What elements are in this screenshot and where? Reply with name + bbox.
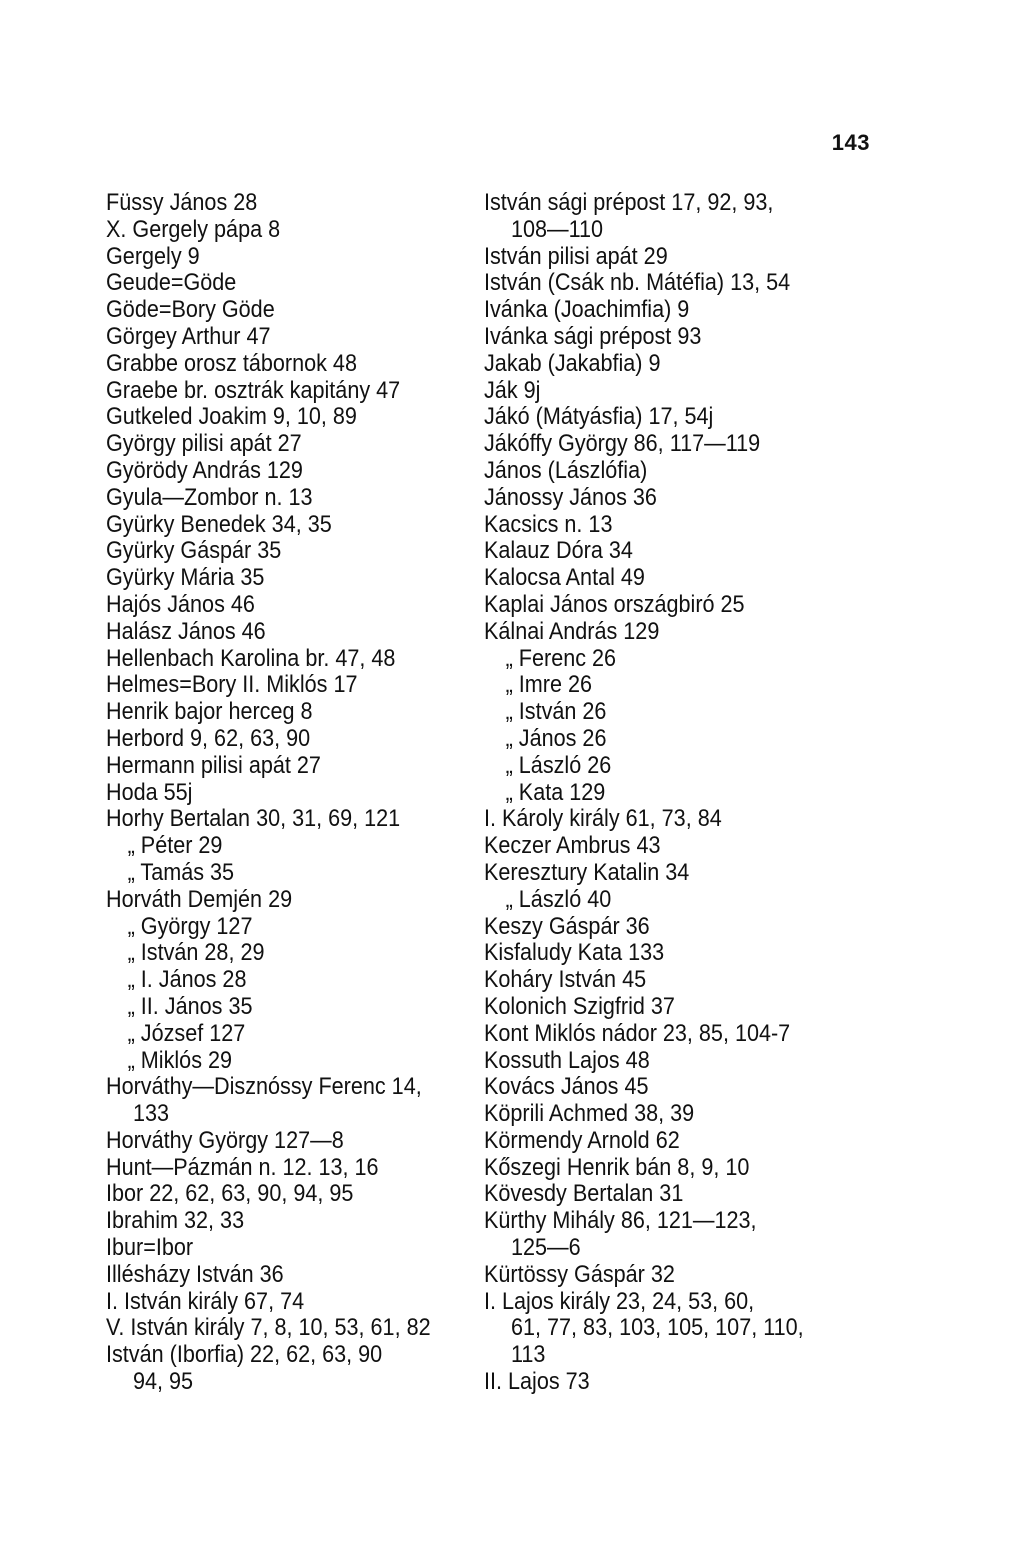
index-entry: Ibur=Ibor xyxy=(106,1234,194,1262)
index-entry-continuation: 133 xyxy=(133,1100,170,1128)
index-entry: „ Tamás 35 xyxy=(127,858,235,886)
index-entry: Gyürky Benedek 34, 35 xyxy=(106,510,332,538)
index-entry: Jánossy János 36 xyxy=(484,483,657,511)
index-entry: Kürtössy Gáspár 32 xyxy=(484,1260,675,1288)
index-entry: Jákóffy György 86, 117—119 xyxy=(484,430,761,458)
index-entry: Gergely 9 xyxy=(106,242,200,270)
index-entry: Körmendy Arnold 62 xyxy=(484,1126,680,1154)
index-entry: „ István 26 xyxy=(505,698,607,726)
index-entry: Ibor 22, 62, 63, 90, 94, 95 xyxy=(106,1180,354,1208)
index-entry: Keresztury Katalin 34 xyxy=(484,858,690,886)
index-entry: „ Péter 29 xyxy=(127,832,223,860)
index-entry: I. Károly király 61, 73, 84 xyxy=(484,805,722,833)
index-entry: Ibrahim 32, 33 xyxy=(106,1207,245,1235)
index-entry: Kalauz Dóra 34 xyxy=(484,537,633,565)
index-entry: Kossuth Lajos 48 xyxy=(484,1046,650,1074)
index-entry: „ Miklós 29 xyxy=(127,1046,233,1074)
index-entry: Hoda 55j xyxy=(106,778,193,806)
index-entry: „ József 127 xyxy=(127,1019,246,1047)
index-entry: „ Ferenc 26 xyxy=(505,644,617,672)
index-column-left xyxy=(106,190,476,1396)
index-entry-continuation: 61, 77, 83, 103, 105, 107, 110, xyxy=(511,1314,804,1342)
index-entry-continuation: 108—110 xyxy=(511,215,604,243)
index-entry: X. Gergely pápa 8 xyxy=(106,215,281,243)
index-entry: István pilisi apát 29 xyxy=(484,242,668,270)
index-entry: I. Lajos király 23, 24, 53, 60, xyxy=(484,1287,755,1315)
index-entry-continuation: 113 xyxy=(511,1341,546,1369)
index-entry: Koháry István 45 xyxy=(484,966,647,994)
index-entry: János (Lászlófia) xyxy=(484,456,648,484)
index-entry: Gutkeled Joakim 9, 10, 89 xyxy=(106,403,357,431)
index-entry: Gyürky Mária 35 xyxy=(106,564,265,592)
index-entry: Füssy János 28 xyxy=(106,189,258,216)
index-entry: Kacsics n. 13 xyxy=(484,510,613,538)
index-entry: V. István király 7, 8, 10, 53, 61, 82 xyxy=(106,1314,431,1342)
index-entry: Keszy Gáspár 36 xyxy=(484,912,650,940)
index-entry: Gyürky Gáspár 35 xyxy=(106,537,282,565)
index-entry: Kolonich Szigfrid 37 xyxy=(484,992,675,1020)
index-entry: „ László 26 xyxy=(505,751,612,779)
index-entry: Ivánka (Joachimfia) 9 xyxy=(484,296,690,324)
index-column-right xyxy=(484,190,879,1396)
index-entry: I. István király 67, 74 xyxy=(106,1287,305,1315)
index-entry: Kaplai János országbiró 25 xyxy=(484,590,745,618)
index-entry: István (Csák nb. Mátéfia) 13, 54 xyxy=(484,269,791,297)
index-entry: Gyula—Zombor n. 13 xyxy=(106,483,313,511)
index-entry: „ István 28, 29 xyxy=(127,939,265,967)
index-entry: István (Iborfia) 22, 62, 63, 90 xyxy=(106,1341,383,1369)
index-entry: Keczer Ambrus 43 xyxy=(484,832,661,860)
index-entry: Györödy András 129 xyxy=(106,456,303,484)
index-entry: Ivánka sági prépost 93 xyxy=(484,322,702,350)
index-entry: Henrik bajor herceg 8 xyxy=(106,698,313,726)
index-entry: Hunt—Pázmán n. 12. 13, 16 xyxy=(106,1153,379,1181)
index-entry-continuation: 94, 95 xyxy=(133,1368,194,1396)
index-entry: Jákó (Mátyásfia) 17, 54j xyxy=(484,403,714,431)
index-entry: István sági prépost 17, 92, 93, xyxy=(484,189,774,216)
index-entry: Jakab (Jakabfia) 9 xyxy=(484,349,661,377)
index-entry: Halász János 46 xyxy=(106,617,266,645)
index-entry: Kisfaludy Kata 133 xyxy=(484,939,665,967)
index-entry: Illésházy István 36 xyxy=(106,1260,284,1288)
index-entry: „ I. János 28 xyxy=(127,966,247,994)
index-entry: Hermann pilisi apát 27 xyxy=(106,751,321,779)
index-entry: Horhy Bertalan 30, 31, 69, 121 xyxy=(106,805,401,833)
index-entry: Helmes=Bory II. Miklós 17 xyxy=(106,671,358,699)
index-entry: Horváthy György 127—8 xyxy=(106,1126,344,1154)
index-entry: „ László 40 xyxy=(505,885,612,913)
index-entry: „ György 127 xyxy=(127,912,253,940)
index-entry: Horváth Demjén 29 xyxy=(106,885,293,913)
index-entry: Hajós János 46 xyxy=(106,590,255,618)
index-entry: „ János 26 xyxy=(505,724,607,752)
index-entry: Graebe br. osztrák kapitány 47 xyxy=(106,376,401,404)
index-entry: Herbord 9, 62, 63, 90 xyxy=(106,724,311,752)
index-entry: Geude=Göde xyxy=(106,269,237,297)
index-entry: Göde=Bory Göde xyxy=(106,296,275,324)
index-entry: II. Lajos 73 xyxy=(484,1368,590,1396)
index-entry: Grabbe orosz tábornok 48 xyxy=(106,349,357,377)
index-entry: Kovács János 45 xyxy=(484,1073,649,1101)
index-entry: „ Kata 129 xyxy=(505,778,606,806)
index-entry: Kont Miklós nádor 23, 85, 104-7 xyxy=(484,1019,791,1047)
index-entry: Kálnai András 129 xyxy=(484,617,660,645)
index-entry: Kövesdy Bertalan 31 xyxy=(484,1180,684,1208)
index-entry: Kürthy Mihály 86, 121—123, xyxy=(484,1207,757,1235)
index-entry: Köprili Achmed 38, 39 xyxy=(484,1100,695,1128)
index-entry: Hellenbach Karolina br. 47, 48 xyxy=(106,644,396,672)
index-entry: Görgey Arthur 47 xyxy=(106,322,271,350)
index-entry: György pilisi apát 27 xyxy=(106,430,302,458)
page-number: 143 xyxy=(831,130,870,155)
index-entry: Ják 9j xyxy=(484,376,541,404)
index-entry: „ II. János 35 xyxy=(127,992,253,1020)
index-entry: Horváthy—Disznóssy Ferenc 14, xyxy=(106,1073,422,1101)
index-entry: Kőszegi Henrik bán 8, 9, 10 xyxy=(484,1153,750,1181)
index-entry-continuation: 125—6 xyxy=(511,1234,581,1262)
index-entry: „ Imre 26 xyxy=(505,671,593,699)
index-entry: Kalocsa Antal 49 xyxy=(484,564,645,592)
